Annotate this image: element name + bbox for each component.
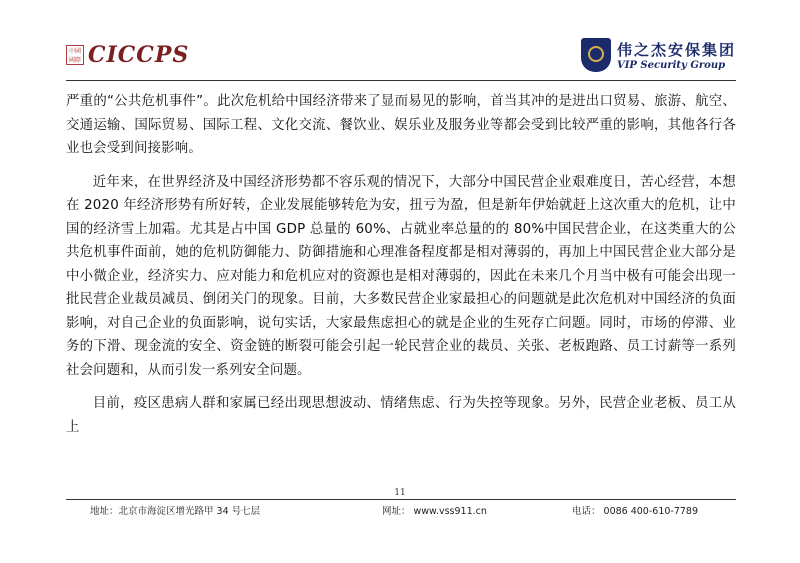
footer-address: 地址：北京市海淀区增光路甲 34 号七层: [90, 506, 261, 517]
ciccps-logo: [66, 42, 189, 68]
paragraph: 目前，疫区患病人群和家属已经出现思想波动、情绪焦虑、行为失控等现象。另外，民营企业老板、员工从上: [66, 396, 736, 435]
paragraph: 严重的“公共危机事件”。此次危机给中国经济带来了显而易见的影响，首当其冲的是进出口贸易、旅游、航空、交通运输、国际贸易、国际工程、文化交流、餐饮业、娱乐业及服务业等都会受到比较严重的影响，其他各行各业也会受到间接影响。: [66, 94, 736, 156]
company-name-cn: 伟之杰安保集团: [616, 41, 736, 59]
document-body: [66, 90, 736, 449]
footer-website: 网址： www.vss911.cn: [382, 506, 487, 517]
vip-security-logo: [581, 38, 736, 72]
ciccps-logo-text: CICCPS: [88, 42, 190, 68]
red-seal-icon: 中國 國際: [66, 45, 84, 65]
page-number: 11: [394, 488, 406, 498]
shield-emblem-icon: [581, 38, 611, 72]
page-header: [66, 30, 736, 78]
footer-phone: 电话： 0086 400-610-7789: [572, 506, 699, 517]
footer-divider: [66, 499, 736, 500]
company-name-en: VIP Security Group: [616, 60, 726, 71]
page-footer: [90, 503, 720, 517]
header-divider: [66, 80, 736, 81]
paragraph: 近年来，在世界经济及中国经济形势都不容乐观的情况下，大部分中国民营企业艰难度日，苦心经营，本想在 2020 年经济形势有所好转，企业发展能够转危为安，扭亏为盈，但是新年伊始就赶上这次重大的危机，让中国的经济雪上加霜。尤其是占中国 GDP 总量的 60%、占就业率总量的的 80%中国民营企业，在这类重大的公共危机事件面前，她的危机防御能力、防御措施和心理准备程度都是相对薄弱的，再加上中国民营企业大部分是中小微企业，经济实力、应对能力和危机应对的资源也是相对薄弱的，因此在未来几个月当中极有可能会出现一批民营企业裁员减员、倒闭关门的现象。目前，大多数民营企业家最担心的问题就是此次危机对中国经济的负面影响，对自己企业的负面影响，说句实话，大家最焦虑担心的就是企业的生死存亡问题。同时，市场的停滞、业务的下滑、现金流的安全、资金链的断裂可能会引起一轮民营企业的裁员、关张、老板跑路、员工讨薪等一系列社会问题和，从而引发一系列安全问题。: [66, 174, 736, 378]
